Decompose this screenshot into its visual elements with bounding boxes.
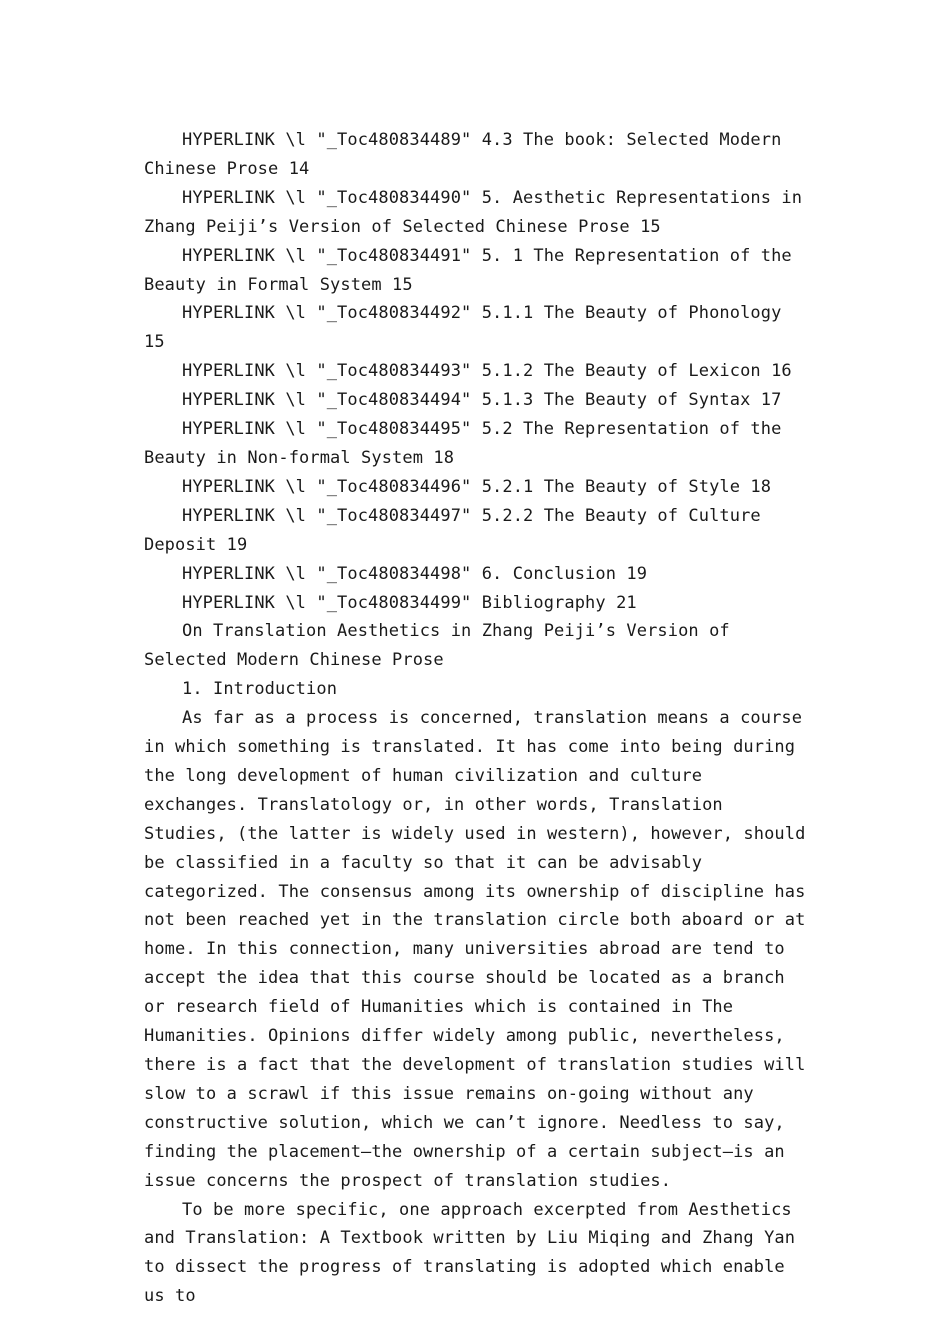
toc-entry-4-3[interactable]: HYPERLINK \l "_Toc480834489" 4.3 The book: Selected Modern Chinese Prose 14 [144, 130, 782, 179]
body-paragraph: To be more specific, one approach excerpted from Aesthetics and Translation: A Textbook written by Liu Miqing and Zhang Yan to dissect the progress of translating is adopted which enable us to [144, 1199, 796, 1307]
toc-entry-5-1-1[interactable]: HYPERLINK \l "_Toc480834492" 5.1.1 The Beauty of Phonology 15 [144, 303, 782, 353]
toc-entry-5-1-2[interactable]: HYPERLINK \l "_Toc480834493" 5.1.2 The Beauty of Lexicon 16 [182, 361, 792, 382]
toc-entry-5-2-1[interactable]: HYPERLINK \l "_Toc480834496" 5.2.1 The Beauty of Style 18 [182, 476, 772, 497]
section-heading: 1. Introduction [182, 679, 338, 700]
toc-entry-5-1[interactable]: HYPERLINK \l "_Toc480834491" 5. 1 The Representation of the Beauty in Formal System 15 [144, 245, 792, 295]
document-title: On Translation Aesthetics in Zhang Peiji’s Version of Selected Modern Chinese Prose [144, 621, 730, 671]
toc-entry-5[interactable]: HYPERLINK \l "_Toc480834490" 5. Aesthetic Representations in Zhang Peiji’s Version of Selected Chinese Prose 15 [144, 187, 803, 237]
toc-entry-5-2-2[interactable]: HYPERLINK \l "_Toc480834497" 5.2.2 The Beauty of Culture Deposit 19 [144, 505, 761, 555]
toc-entry-5-1-3[interactable]: HYPERLINK \l "_Toc480834494" 5.1.3 The Beauty of Syntax 17 [182, 390, 782, 411]
document-page [144, 126, 808, 1311]
toc-entry-5-2[interactable]: HYPERLINK \l "_Toc480834495" 5.2 The Representation of the Beauty in Non-formal System 18 [144, 419, 782, 468]
toc-entry-6[interactable]: HYPERLINK \l "_Toc480834498" 6. Conclusion 19 [182, 563, 648, 584]
body-paragraph: As far as a process is concerned, translation means a course in which something is translated. It has come into being during the long development of human civilization and culture exchanges. Translatology or, in other words, Translation Studies, (the latter is widely used in western), however, should be classified in a faculty so that it can be advisably categorized. The consensus among its ownership of discipline has not been reached yet in the translation circle both aboard or at home. In this connection, many universities abroad are tend to accept the idea that this course should be located as a branch or research field of Humanities which is contained in The Humanities. Opinions differ widely among public, nevertheless, there is a fact that the development of translation studies will slow to a scrawl if this issue remains on-going without any constructive solution, which we can’t ignore. Needless to say, finding the placement—the ownership of a certain subject—is an issue concerns the prospect of translation studies. [144, 708, 806, 1191]
toc-entry-bibliography[interactable]: HYPERLINK \l "_Toc480834499" Bibliography 21 [182, 592, 637, 613]
